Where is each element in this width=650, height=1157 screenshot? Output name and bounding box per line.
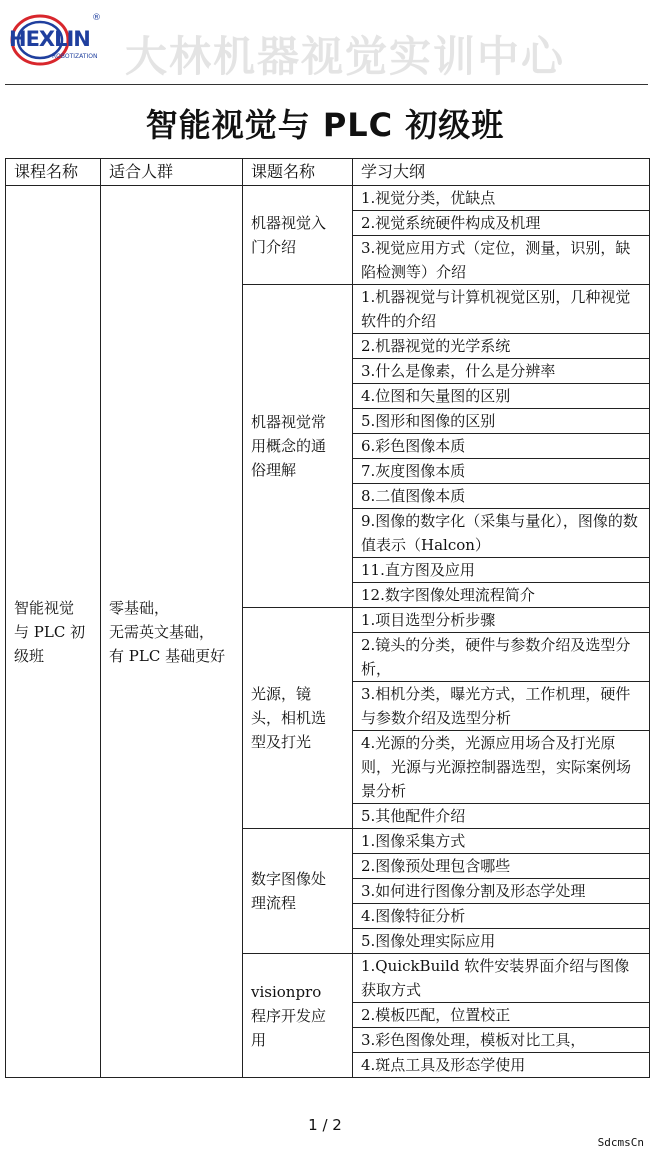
cell-line: 程序开发应 xyxy=(251,1006,327,1025)
outline-item: 12.数字图像处理流程简介 xyxy=(353,583,650,608)
outline-item: 4.位图和矢量图的区别 xyxy=(353,384,650,409)
table-header-row xyxy=(6,159,650,186)
outline-item: 3.相机分类，曝光方式，工作机理，硬件与参数介绍及选型分析 xyxy=(353,682,650,731)
cell-line: 理流程 xyxy=(251,894,297,912)
page-number: 1 / 2 xyxy=(308,1116,342,1134)
outline-item: 5.图形和图像的区别 xyxy=(353,409,650,434)
audience-cell xyxy=(101,186,243,1078)
syllabus-table xyxy=(5,158,650,1078)
outline-item: 9.图像的数字化（采集与量化），图像的数值表示（Halcon） xyxy=(353,509,650,558)
cell-line: visionpro xyxy=(251,982,322,1001)
cell-line: 机器视觉入 xyxy=(251,214,327,232)
topic-name-cell xyxy=(243,954,353,1078)
outline-item: 1.机器视觉与计算机视觉区别，几种视觉软件的介绍 xyxy=(353,285,650,334)
outline-item: 11.直方图及应用 xyxy=(353,558,650,583)
outline-item: 1.图像采集方式 xyxy=(353,829,650,854)
outline-item: 2.镜头的分类，硬件与参数介绍及选型分析， xyxy=(353,633,650,682)
outline-item: 1.视觉分类，优缺点 xyxy=(353,186,650,211)
outline-item: 1.项目选型分析步骤 xyxy=(353,608,650,633)
cell-line: 有 PLC 基础更好 xyxy=(109,646,226,665)
cell-line: 零基础， xyxy=(109,598,170,617)
outline-item: 4.光源的分类，光源应用场合及打光原则，光源与光源控制器选型，实际案例场景分析 xyxy=(353,731,650,804)
syllabus-body xyxy=(6,186,650,1078)
cell-line: 用 xyxy=(251,1030,267,1049)
outline-item: 6.彩色图像本质 xyxy=(353,434,650,459)
document-title: 智能视觉与 PLC 初级班 xyxy=(145,106,505,144)
outline-item: 3.什么是像素，什么是分辨率 xyxy=(353,359,650,384)
topic-name-cell xyxy=(243,829,353,954)
registered-mark: ® xyxy=(92,13,101,23)
outline-item: 5.其他配件介绍 xyxy=(353,804,650,829)
column-header-audience: 适合人群 xyxy=(101,159,243,186)
column-header-course: 课程名称 xyxy=(6,159,101,186)
cell-line: 型及打光 xyxy=(251,733,312,751)
outline-item: 3.视觉应用方式（定位，测量，识别，缺陷检测等）介绍 xyxy=(353,236,650,285)
logo-subtext: ROBOTIZATION xyxy=(52,53,98,60)
column-header-topic: 课题名称 xyxy=(243,159,353,186)
footer-mark: SdcmsCn xyxy=(597,1136,644,1149)
outline-item: 7.灰度图像本质 xyxy=(353,459,650,484)
course-name-cell xyxy=(6,186,101,1078)
outline-item: 1.QuickBuild 软件安装界面介绍与图像获取方式 xyxy=(353,954,650,1003)
topic-name-cell xyxy=(243,285,353,608)
cell-line: 与 PLC 初 xyxy=(14,622,86,641)
topic-name-cell xyxy=(243,186,353,285)
table-row xyxy=(6,186,650,211)
cell-line: 用概念的通 xyxy=(251,437,327,455)
logo-text: HEXLIN xyxy=(9,27,90,51)
outline-item: 8.二值图像本质 xyxy=(353,484,650,509)
cell-line: 数字图像处 xyxy=(251,870,327,888)
cell-line: 俗理解 xyxy=(251,461,297,479)
outline-item: 2.视觉系统硬件构成及机理 xyxy=(353,211,650,236)
cell-line: 无需英文基础， xyxy=(109,622,215,641)
cell-line: 智能视觉 xyxy=(14,598,75,617)
cell-line: 头，相机选 xyxy=(251,709,327,727)
outline-item: 3.彩色图像处理，模板对比工具， xyxy=(353,1028,650,1053)
topic-name-cell xyxy=(243,608,353,829)
hexlin-logo xyxy=(6,6,106,66)
outline-item: 4.斑点工具及形态学使用 xyxy=(353,1053,650,1078)
outline-item: 2.机器视觉的光学系统 xyxy=(353,334,650,359)
column-header-outline: 学习大纲 xyxy=(353,159,650,186)
outline-item: 2.图像预处理包含哪些 xyxy=(353,854,650,879)
cell-line: 光源，镜 xyxy=(251,685,312,703)
cell-line: 级班 xyxy=(14,646,45,665)
outline-item: 5.图像处理实际应用 xyxy=(353,929,650,954)
header-divider xyxy=(5,84,648,85)
cell-line: 机器视觉常 xyxy=(251,413,327,431)
page-header xyxy=(0,0,650,86)
header-watermark: 大林机器视觉实训中心 xyxy=(125,32,566,81)
outline-item: 4.图像特征分析 xyxy=(353,904,650,929)
cell-line: 门介绍 xyxy=(251,238,297,256)
outline-item: 2.模板匹配，位置校正 xyxy=(353,1003,650,1028)
outline-item: 3.如何进行图像分割及形态学处理 xyxy=(353,879,650,904)
